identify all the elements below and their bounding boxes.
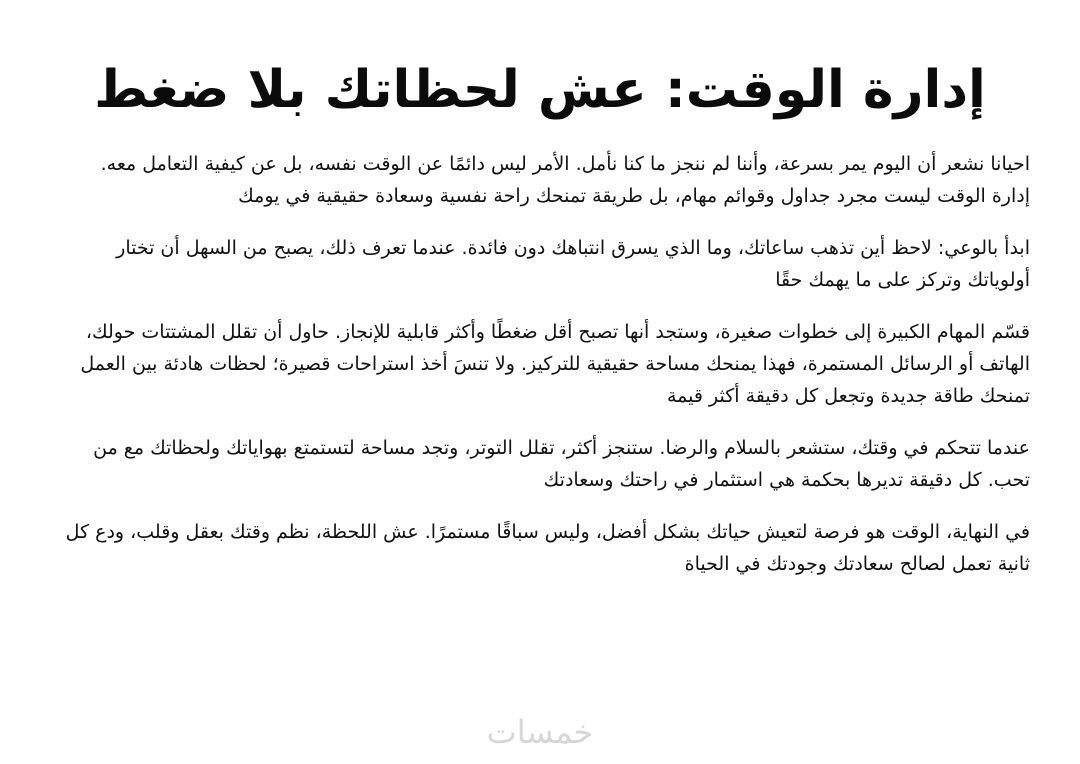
article-body xyxy=(60,148,1030,600)
paragraph-5: في النهاية، الوقت هو فرصة لتعيش حياتك بشكل أفضل، وليس سباقًا مستمرًا. عش اللحظة، نظم وقتك بعقل وقلب، ودع كل ثانية تعمل لصالح سعادتك وجودتك في الحياة xyxy=(65,521,1030,575)
khamsat-watermark-logo: خمسات xyxy=(486,713,594,751)
paragraph-4: عندما تتحكم في وقتك، ستشعر بالسلام والرضا. ستنجز أكثر، تقلل التوتر، وتجد مساحة لتستمتع بهواياتك ولحظاتك مع من تحب. كل دقيقة تديرها بحكمة هي استثمار في راحتك وسعادتك xyxy=(93,437,1030,491)
paragraph-3: قسّم المهام الكبيرة إلى خطوات صغيرة، وستجد أنها تصبح أقل ضغطًا وأكثر قابلية للإنجاز. حاول أن تقلل المشتتات حولك، الهاتف أو الرسائل المستمرة، فهذا يمنحك مساحة حقيقية للتركيز. ولا تنسَ أخذ استراحات قصيرة؛ لحظات هادئة بين العمل تمنحك طاقة جديدة وتجعل كل دقيقة أكثر قيمة xyxy=(80,321,1030,407)
article-title: إدارة الوقت: عش لحظاتك بلا ضغط xyxy=(94,60,986,120)
paragraph-1: احيانا نشعر أن اليوم يمر بسرعة، وأننا لم ننجز ما كنا نأمل. الأمر ليس دائمًا عن الوقت نفسه، بل عن كيفية التعامل معه. إدارة الوقت ليست مجرد جداول وقوائم مهام، بل طريقة تمنحك راحة نفسية وسعادة حقيقية في يومك xyxy=(100,153,1030,207)
paragraph-2: ابدأ بالوعي: لاحظ أين تذهب ساعاتك، وما الذي يسرق انتباهك دون فائدة. عندما تعرف ذلك، يصبح من السهل أن تختار أولوياتك وتركز على ما يهمك حقًا xyxy=(116,237,1030,291)
